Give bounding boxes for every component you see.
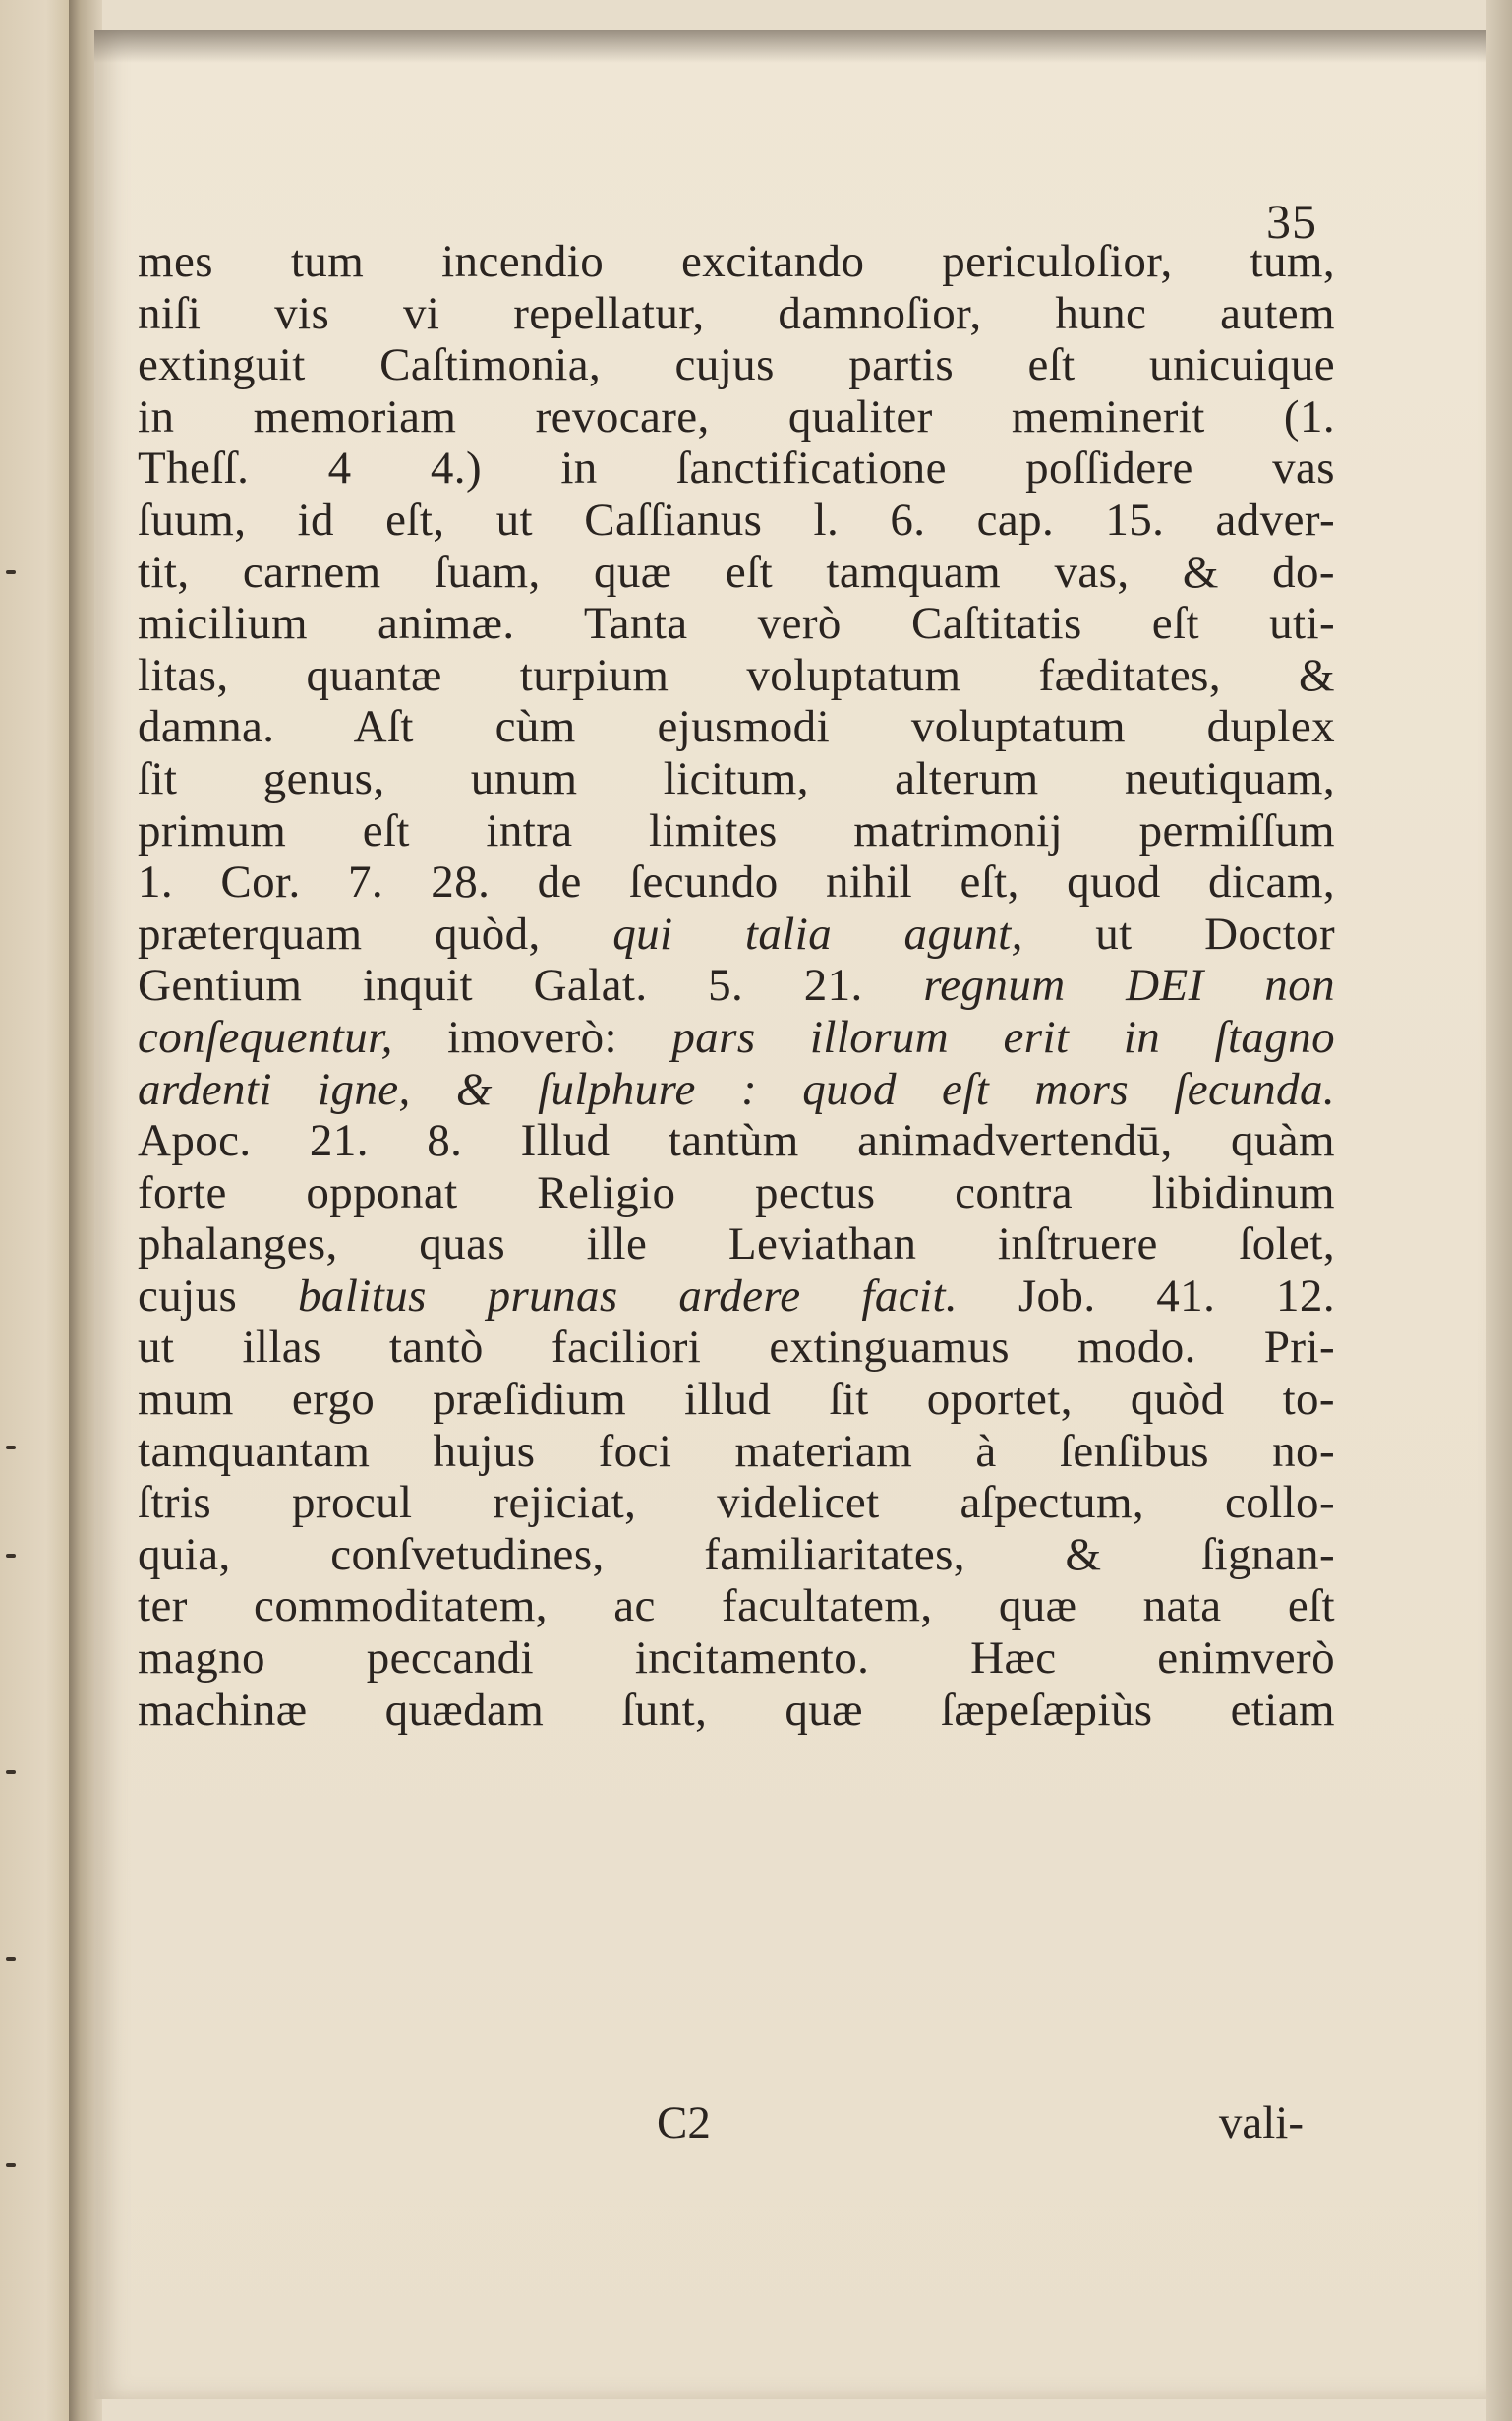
text-line [138, 1012, 1335, 1064]
page-number: 35 [1266, 194, 1317, 249]
roman-text: damna. Aſt cùm ejusmodi voluptatum duplex [138, 701, 1335, 753]
text-line [138, 960, 1335, 1012]
roman-text: mum ergo præſidium illud ſit oportet, quòd to- [138, 1374, 1335, 1426]
edge-mark [6, 570, 16, 574]
italic-text: conſequentur, [138, 1011, 393, 1063]
edge-mark [6, 2163, 16, 2167]
italic-text: qui talia agunt, [612, 908, 1023, 960]
previous-page-edge [0, 0, 77, 2421]
text-line [138, 909, 1335, 961]
roman-text: quia, conſvetudines, familiaritates, & ſignan- [138, 1528, 1335, 1580]
italic-text: regnum DEI non [923, 960, 1335, 1012]
roman-text: mes tum incendio excitando periculoſior, tum, [138, 236, 1335, 287]
edge-mark [6, 1554, 16, 1558]
roman-text: Gentium inquit Galat. 5. 21. [138, 960, 924, 1012]
catchword: vali- [1218, 2097, 1304, 2149]
roman-text: forte opponat Religio pectus contra libidinum [138, 1166, 1335, 1218]
signature-mark: C2 [657, 2097, 711, 2149]
edge-mark [6, 1770, 16, 1774]
edge-mark [6, 1446, 16, 1449]
roman-text: cujus [138, 1270, 299, 1322]
roman-text: tit, carnem ſuam, quæ eſt tamquam vas, & do- [138, 546, 1335, 598]
text-line [138, 1218, 1335, 1270]
roman-text: magno peccandi incitamento. Hæc enimverò [138, 1632, 1335, 1684]
roman-text: ter commoditatem, ac facultatem, quæ nata eſt [138, 1580, 1335, 1632]
roman-text: Theſſ. 4 4.) in ſanctificatione poſſidere vas [138, 443, 1335, 495]
text-line [138, 1322, 1335, 1374]
text-line [138, 1270, 1335, 1323]
text-line [138, 288, 1335, 340]
roman-text: phalanges, quas ille Leviathan inſtruere ſolet, [138, 1218, 1335, 1270]
italic-text: balitus prunas ardere facit. [298, 1270, 959, 1322]
italic-text: ardenti igne, & ſulphure : quod eſt mors ſecunda. [138, 1063, 1335, 1115]
text-line [138, 701, 1335, 753]
text-line [138, 391, 1335, 443]
roman-text: ſtris procul rejiciat, videlicet aſpectum, collo- [138, 1477, 1335, 1529]
text-line [138, 1374, 1335, 1426]
text-line [138, 1580, 1335, 1632]
text-line [138, 1115, 1335, 1167]
text-line [138, 753, 1335, 805]
roman-text: Apoc. 21. 8. Illud tantùm animadvertendū, quàm [138, 1115, 1335, 1167]
roman-text: niſi vis vi repellatur, damnoſior, hunc autem [138, 287, 1335, 339]
roman-text: ſuum, id eſt, ut Caſſianus l. 6. cap. 15. adver- [138, 494, 1335, 546]
roman-text: micilium animæ. Tanta verò Caſtitatis eſt uti- [138, 598, 1335, 650]
roman-text: ut illas tantò faciliori extinguamus modo. Pri- [138, 1322, 1335, 1374]
text-line [138, 805, 1335, 857]
text-line [138, 236, 1335, 288]
text-line [138, 598, 1335, 650]
roman-text: Job. 41. 12. [958, 1270, 1335, 1322]
text-line [138, 1684, 1335, 1737]
roman-text: extinguit Caſtimonia, cujus partis eſt unicuique [138, 339, 1335, 391]
roman-text: 1. Cor. 7. 28. de ſecundo nihil eſt, quod dicam, [138, 856, 1335, 909]
text-line [138, 547, 1335, 599]
roman-text: imoverò: [392, 1011, 672, 1063]
roman-text: tamquantam hujus foci materiam à ſenſibus no- [138, 1425, 1335, 1477]
text-line [138, 443, 1335, 495]
body-text [138, 236, 1335, 1736]
roman-text: præterquam quòd, [138, 908, 613, 960]
roman-text: ut Doctor [1022, 908, 1335, 960]
text-line [138, 495, 1335, 547]
italic-text: pars illorum erit in ſtagno [671, 1011, 1336, 1063]
roman-text: litas, quantæ turpium voluptatum fæditates, & [138, 649, 1335, 701]
scan-right-border [1486, 0, 1512, 2421]
roman-text: in memoriam revocare, qualiter meminerit (1. [138, 390, 1335, 443]
text-line [138, 1064, 1335, 1116]
page-footer [138, 2096, 1335, 2155]
roman-text: ſit genus, unum licitum, alterum neutiquam, [138, 752, 1335, 804]
edge-mark [6, 1957, 16, 1961]
roman-text: primum eſt intra limites matrimonij permiſſum [138, 804, 1335, 856]
text-line [138, 650, 1335, 702]
text-line [138, 1426, 1335, 1478]
text-line [138, 856, 1335, 909]
roman-text: machinæ quædam ſunt, quæ ſæpeſæpiùs etiam [138, 1683, 1335, 1736]
text-line [138, 1477, 1335, 1529]
text-line [138, 1167, 1335, 1219]
page-top-shadow [94, 30, 1486, 63]
text-line [138, 1632, 1335, 1684]
text-line [138, 1529, 1335, 1581]
text-line [138, 339, 1335, 391]
